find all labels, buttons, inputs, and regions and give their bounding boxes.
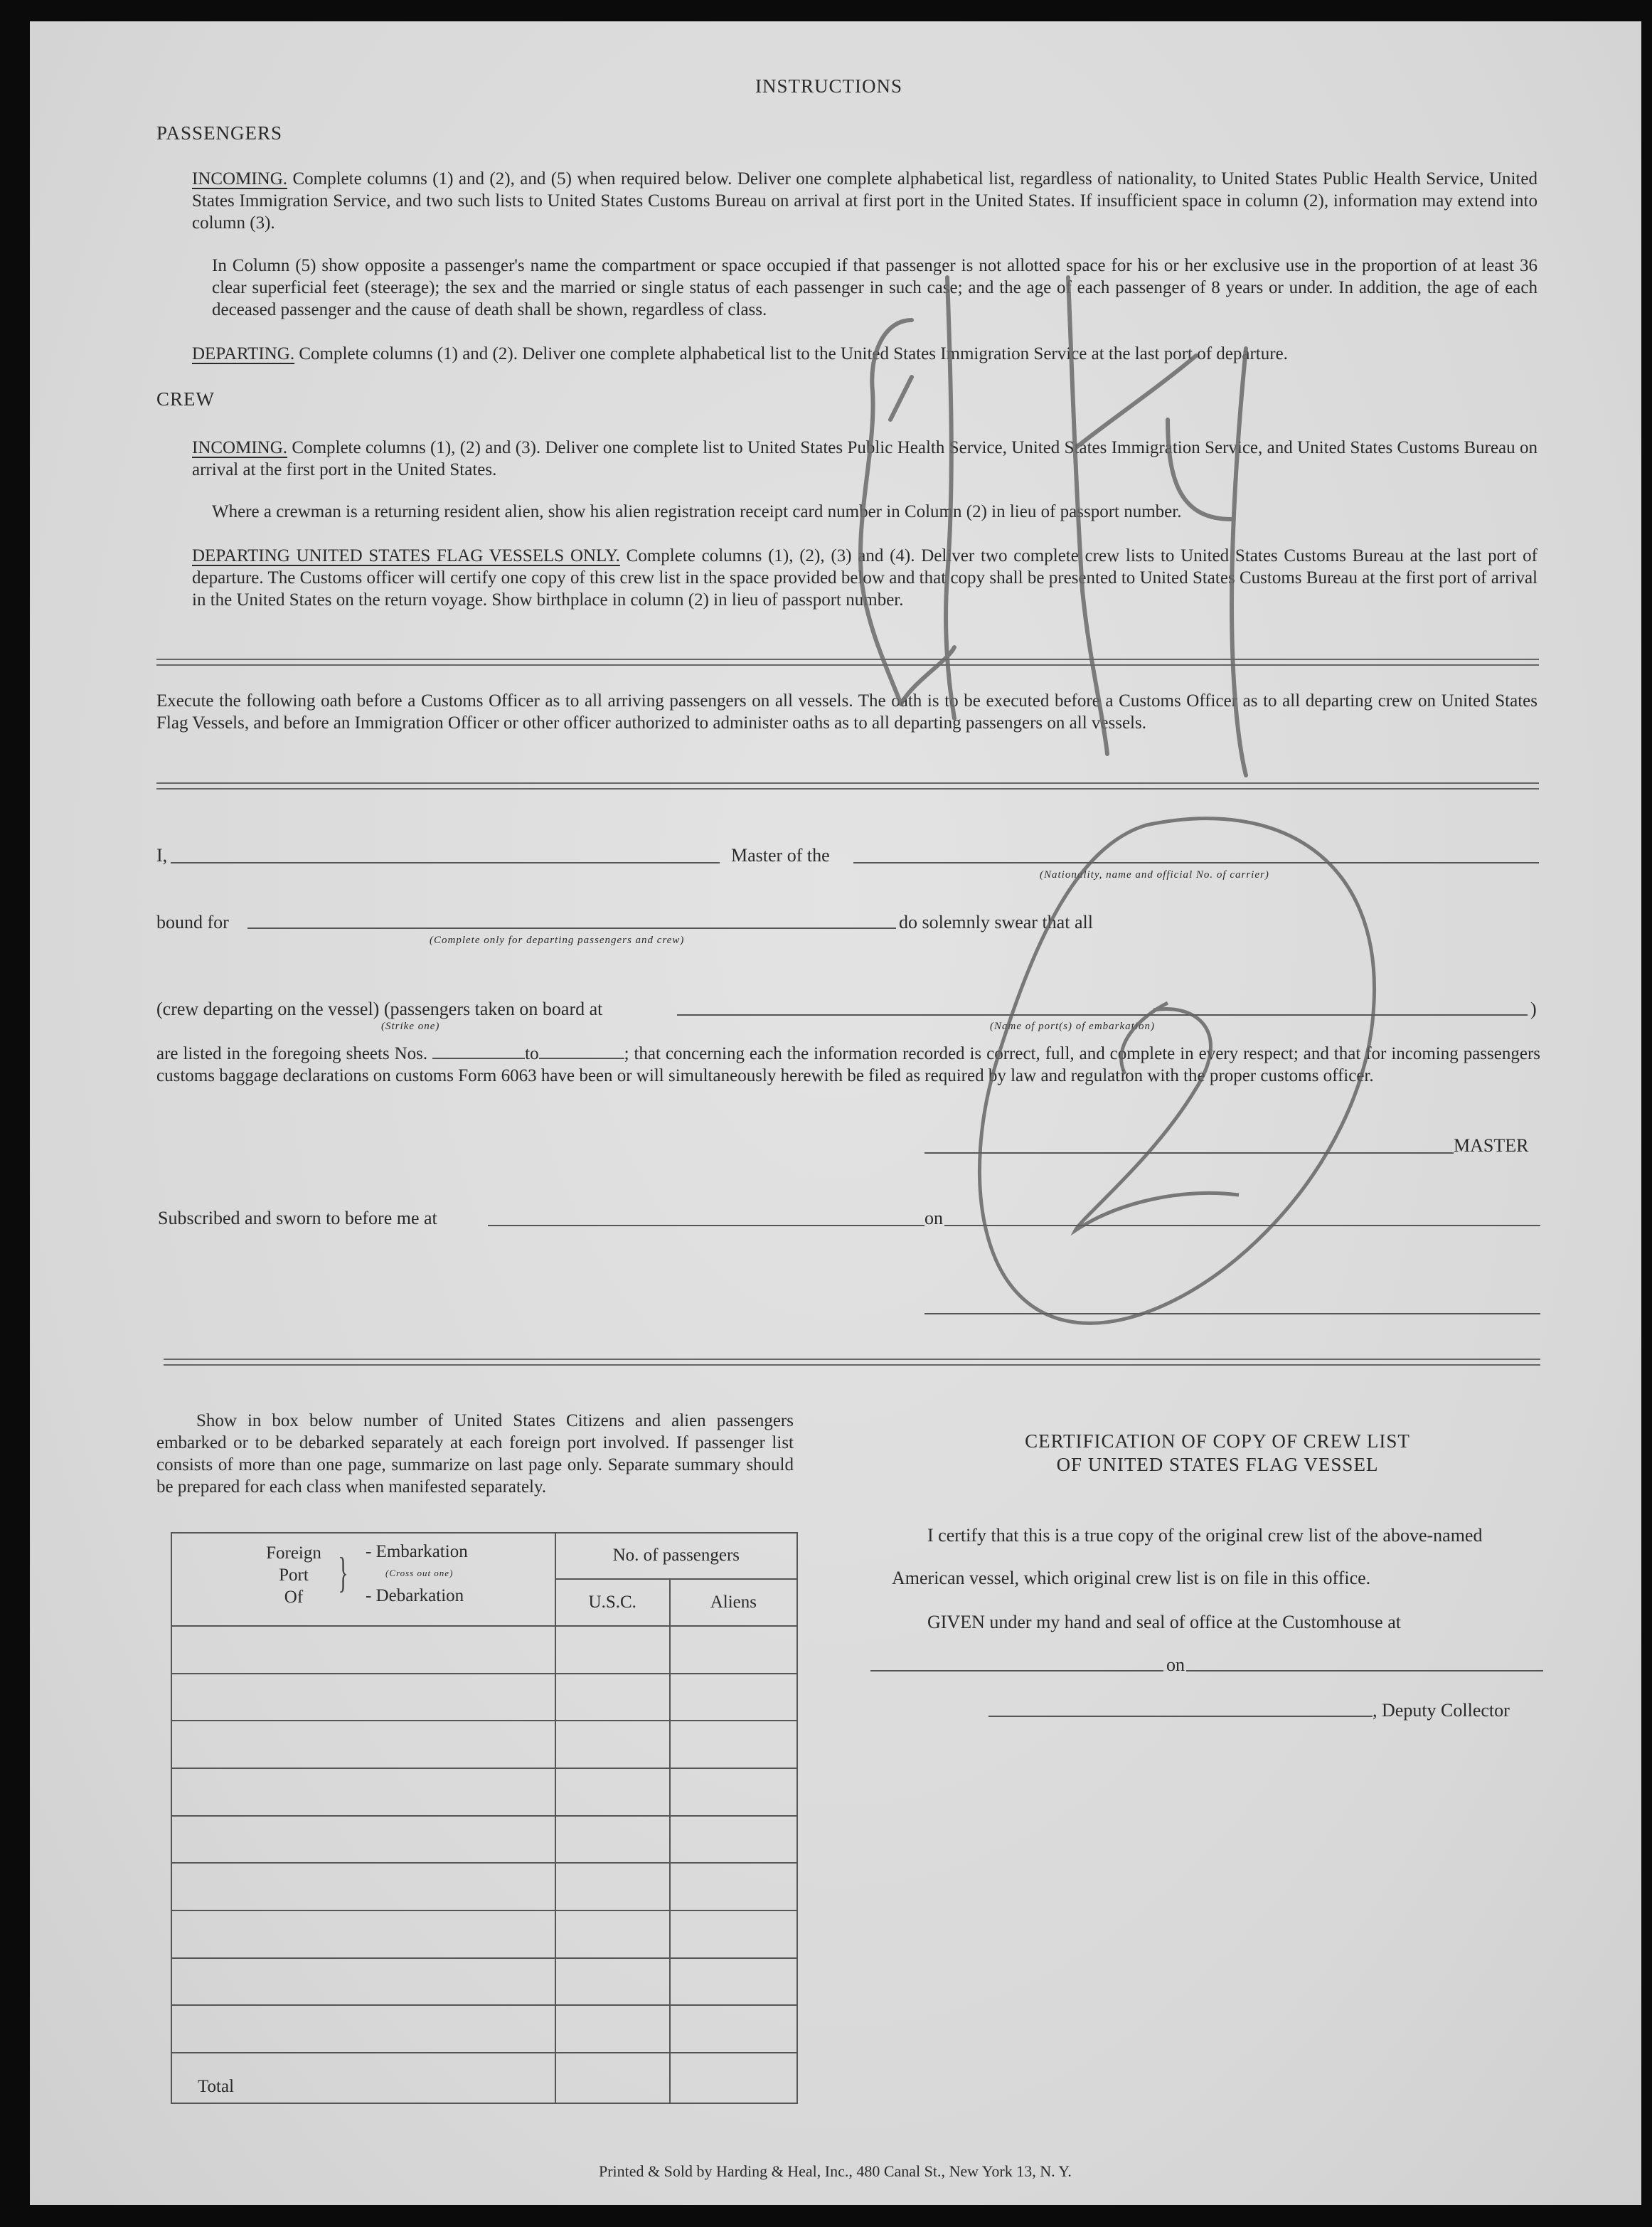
handwritten-5-24: [860, 277, 1246, 775]
listed-prefix: are listed in the foregoing sheets Nos.: [156, 1044, 428, 1063]
bound-for-label: bound for: [156, 912, 229, 932]
oath-intro: Execute the following oath before a Customs Officer as to all arriving passengers on all vessels. The oath is to be executed before a Customs Officer as to all departing crew on United States Flag Vessels, and before an Immigration Officer or other officer authorized to administer oaths as to all departing passengers on all vessels.: [156, 691, 1538, 733]
passengers-incoming-label: INCOMING.: [192, 169, 288, 188]
certification-on-label: on: [1166, 1654, 1185, 1675]
port-word-port: Port: [279, 1566, 309, 1585]
total-label: Total: [171, 2053, 555, 2103]
port-word-foreign: Foreign: [266, 1543, 321, 1563]
form-page: [30, 21, 1641, 2205]
passengers-departing-label: DEPARTING.: [192, 344, 295, 363]
port-word-of: Of: [284, 1588, 304, 1607]
summary-instruction: Show in box below number of United States Citizens and alien passengers embarked or to be debarked separately at each foreign port involved. If passenger list consists of more than one page, summarize on last page only. Separate summary should be prepared for each class when manifested separately.: [156, 1411, 794, 1497]
crew-incoming-text: Complete columns (1), (2) and (3). Deliver one complete list to United States Public Health Service, United States Immigration Service, and United States Customs Bureau on arrival at the first port in the United States.: [192, 438, 1538, 479]
debarkation-label[interactable]: - Debarkation: [366, 1586, 464, 1605]
certification-title-line2: OF UNITED STATES FLAG VESSEL: [1056, 1454, 1379, 1475]
nationality-note: (Nationality, name and official No. of carrier): [1040, 869, 1269, 881]
usc-header: U.S.C.: [555, 1579, 670, 1627]
aliens-header: Aliens: [670, 1579, 797, 1627]
crew-incoming-label: INCOMING.: [192, 438, 288, 457]
instructions-title: INSTRUCTIONS: [755, 75, 903, 97]
crew-resident-paragraph: Where a crewman is a returning resident alien, show his alien registration receipt card number in Column (2) in lieu of passport number.: [212, 502, 1182, 521]
pencil-annotations: [30, 21, 1641, 2205]
crew-heading: CREW: [156, 388, 215, 410]
certify-line1: I certify that this is a true copy of the original crew list of the above-named: [927, 1525, 1483, 1546]
embarkation-label[interactable]: - Embarkation: [366, 1542, 468, 1561]
certification-title-line1: CERTIFICATION OF COPY OF CREW LIST: [1025, 1430, 1410, 1452]
sworn-on-label: on: [924, 1208, 943, 1228]
no-passengers-header: No. of passengers: [555, 1533, 797, 1579]
deputy-collector-label: , Deputy Collector: [1373, 1700, 1510, 1721]
brace-glyph: }: [338, 1549, 348, 1596]
strike-one-note: (Strike one): [381, 1021, 440, 1032]
footer-printer: Printed & Sold by Harding & Heal, Inc., 480 Canal St., New York 13, N. Y.: [599, 2162, 1072, 2180]
crew-departing-label: DEPARTING UNITED STATES FLAG VESSELS ONLY.: [192, 546, 620, 565]
close-paren: ): [1530, 999, 1537, 1019]
oath-i-label: I,: [156, 845, 168, 866]
ports-note: (Name of port(s) of embarkation): [990, 1021, 1155, 1032]
passengers-departing-text: Complete columns (1) and (2). Deliver one complete alphabetical list to the United States Immigration Service at the last port of departure.: [299, 344, 1288, 363]
crew-departing-label-line: (crew departing on the vessel) (passengers taken on board at: [156, 999, 603, 1019]
crew-departing-text: Complete columns (1), (2), (3) and (4). Deliver two complete crew lists to United States Customs Bureau at the last port of departure. The Customs officer will certify one copy of this crew list in the space provided below and that copy shall be presented to United States Customs Bureau at the first port of arrival in the United States on the return voyage. Show birthplace in column (2) in lieu of passport number.: [192, 546, 1538, 610]
listed-to: to: [525, 1044, 539, 1063]
listed-text: ; that concerning each the information recorded is correct, full, and complete in every respect; and that for incoming passengers customs baggage declarations on customs Form 6063 have been or will simultaneously herewith be filed as required by law and regulation with the proper customs officer.: [156, 1044, 1540, 1085]
passengers-heading: PASSENGERS: [156, 122, 283, 144]
master-label: MASTER: [1454, 1135, 1529, 1156]
passengers-incoming-text: Complete columns (1) and (2), and (5) when required below. Deliver one complete alphabetical list, regardless of nationality, to United States Public Health Service, United States Immigration Service, and two such lists to United States Customs Bureau on arrival at first port in the United States. If insufficient space in column (2), information may extend into column (3).: [192, 169, 1538, 233]
certify-line2: American vessel, which original crew list is on file in this office.: [892, 1568, 1371, 1588]
subscribed-label: Subscribed and sworn to before me at: [158, 1208, 437, 1228]
master-of-the-label: Master of the: [731, 845, 830, 866]
given-line: GIVEN under my hand and seal of office at the Customhouse at: [927, 1612, 1401, 1632]
column5-paragraph: In Column (5) show opposite a passenger's name the compartment or space occupied if that passenger is not allotted space for his or her exclusive use in the proportion of at least 36 clear superficial feet (steerage); the sex and the married or single status of each passenger in such case; and the age of each passenger of 8 years or under. In addition, the age of each deceased passenger and the cause of death shall be shown, regardless of class.: [212, 256, 1538, 319]
cross-out-note: (Cross out one): [385, 1568, 454, 1578]
handwritten-circled-2: [979, 819, 1374, 1324]
solemnly-swear-label: do solemnly swear that all: [899, 912, 1093, 932]
complete-only-note: (Complete only for departing passengers and crew): [430, 935, 685, 946]
